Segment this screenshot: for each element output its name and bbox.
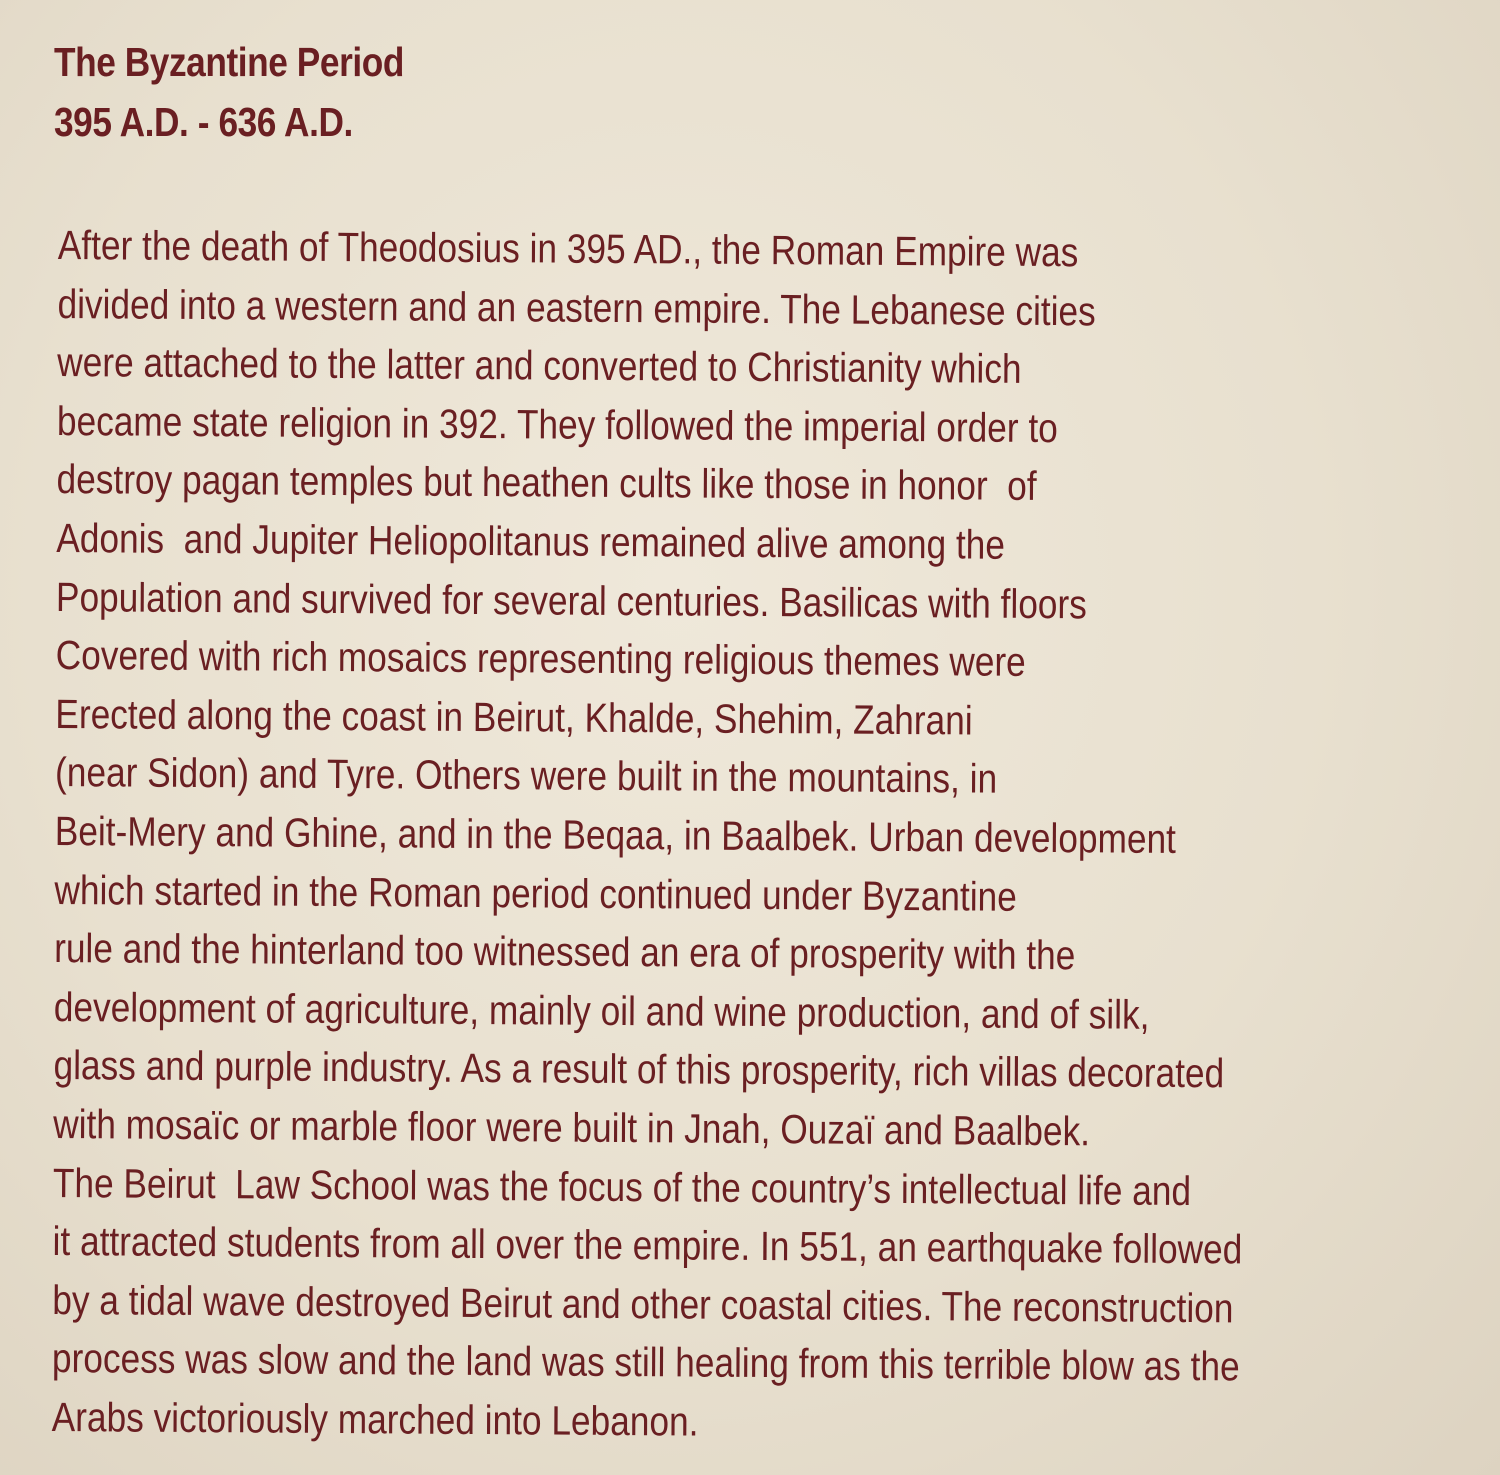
text-line: it attracted students from all over the empire. In 551, an earthquake followed	[52, 1218, 1243, 1273]
text-line: destroy pagan temples but heathen cults like those in honor of	[56, 456, 1037, 510]
period-title: The Byzantine Period	[54, 39, 404, 85]
text-line: Adonis and Jupiter Heliopolitanus remained alive among the	[56, 514, 1006, 568]
text-line: development of agriculture, mainly oil and wine production, and of silk,	[53, 983, 1150, 1038]
text-line: which started in the Roman period continued under Byzantine	[54, 866, 1017, 920]
text-line: After the death of Theodosius in 395 AD., the Roman Empire was	[57, 221, 1079, 276]
text-line: process was slow and the land was still healing from this terrible blow as the	[51, 1335, 1240, 1390]
text-line: Population and survived for several centuries. Basilicas with floors	[55, 573, 1087, 627]
text-line: divided into a western and an eastern empire. The Lebanese cities	[57, 280, 1096, 334]
text-line: Covered with rich mosaics representing religious themes were	[55, 632, 1026, 686]
text-line: by a tidal wave destroyed Beirut and other coastal cities. The reconstruction	[52, 1276, 1234, 1332]
text-line: with mosaïc or marble floor were built in Jnah, Ouzaï and Baalbek.	[53, 1100, 1091, 1155]
text-line: Beit-Mery and Ghine, and in the Beqaa, in Baalbek. Urban development	[54, 807, 1177, 862]
text-line: became state religion in 392. They followed the imperial order to	[56, 397, 1058, 451]
panel-heading	[54, 32, 404, 152]
text-line: were attached to the latter and converted to Christianity which	[57, 339, 1022, 393]
text-line: Arabs victoriously marched into Lebanon.	[51, 1393, 699, 1445]
history-paragraph	[52, 216, 1248, 1455]
text-line: Erected along the coast in Beirut, Khalde, Shehim, Zahrani	[55, 690, 973, 744]
period-dates: 395 A.D. - 636 A.D.	[54, 99, 353, 145]
text-line: rule and the hinterland too witnessed an era of prosperity with the	[54, 925, 1076, 979]
text-line: The Beirut Law School was the focus of the country’s intellectual life and	[52, 1159, 1192, 1214]
text-line: (near Sidon) and Tyre. Others were built in the mountains, in	[54, 749, 998, 803]
text-line: glass and purple industry. As a result of this prosperity, rich villas decorated	[53, 1042, 1225, 1097]
